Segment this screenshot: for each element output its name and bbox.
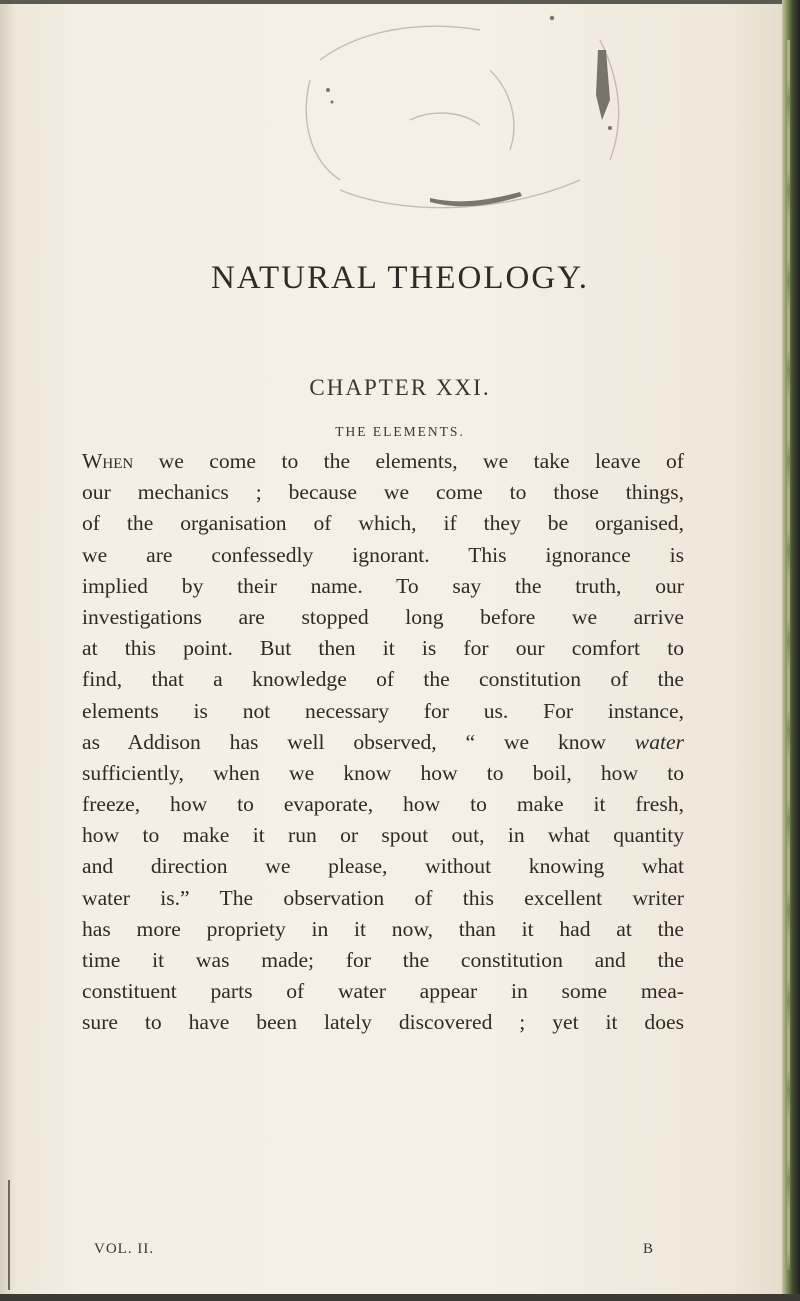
- text-line: and direction we please, without knowing what: [82, 854, 684, 879]
- text-line: time it was made; for the constitution and the: [82, 948, 684, 972]
- text-fragment: we come to the elements, we take leave of: [158, 449, 684, 473]
- italic-word: water: [634, 729, 684, 754]
- text-line: constituent parts of water appear in some mea-: [82, 979, 684, 1004]
- book-binding: [782, 0, 800, 1301]
- signature-mark: B: [642, 1241, 654, 1257]
- volume-label: VOL. II.: [94, 1241, 155, 1257]
- text-line: [82, 727, 684, 758]
- text-line: sufficiently, when we know how to boil, how to: [82, 760, 684, 785]
- binding-stripe: [787, 40, 790, 1270]
- text-line: implied by their name. To say the truth, our: [82, 573, 684, 598]
- page-footer: [94, 1241, 654, 1258]
- text-line: elements is not necessary for us. For instance,: [82, 698, 684, 723]
- text-line: investigations are stopped long before we arrive: [82, 604, 684, 629]
- text-line: at this point. But then it is for our comfort to: [82, 636, 684, 661]
- page-bottom-edge: [0, 1294, 800, 1301]
- text-line: has more propriety in it now, than it had at the: [82, 916, 684, 941]
- page-left-edge: [0, 0, 14, 1301]
- text-line: [82, 446, 684, 477]
- text-line: freeze, how to evaporate, how to make it fresh,: [82, 792, 684, 817]
- text-line: sure to have been lately discovered ; yet it does: [82, 1010, 684, 1035]
- text-line: how to make it run or spout out, in what quantity: [82, 823, 684, 848]
- running-title: NATURAL THEOLOGY.: [210, 260, 590, 296]
- text-line: find, that a knowledge of the constitution of the: [82, 667, 684, 692]
- bleed-through-ornament: [280, 0, 660, 280]
- text-line: our mechanics ; because we come to those things,: [82, 480, 684, 505]
- drop-word: When: [82, 449, 134, 473]
- margin-rule: [8, 1180, 10, 1290]
- text-fragment: as Addison has well observed, “ we know: [82, 729, 606, 754]
- text-line: we are confessedly ignorant. This ignorance is: [82, 542, 684, 567]
- text-line: water is.” The observation of this excellent writer: [82, 885, 684, 910]
- body-text: [82, 446, 684, 1039]
- section-title: THE ELEMENTS.: [335, 424, 465, 439]
- chapter-heading: CHAPTER XXI.: [309, 375, 491, 400]
- text-line: of the organisation of which, if they be organised,: [82, 511, 684, 536]
